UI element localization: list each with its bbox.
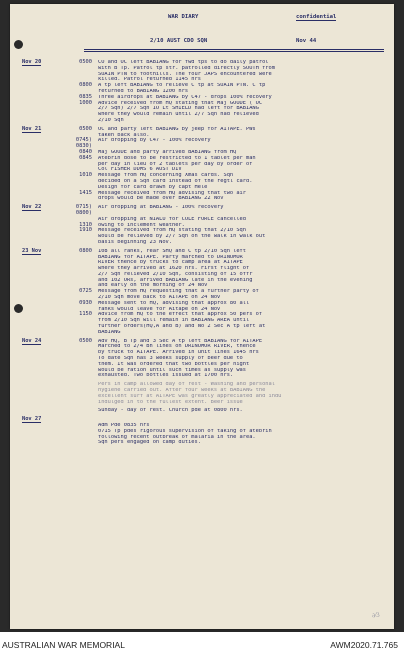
entry-text: drops would be made over BABIANG 22 Nov (98, 196, 224, 202)
entry-time: 1000 (79, 99, 92, 106)
entry-time: 0800 (79, 82, 92, 89)
entry-date (22, 417, 68, 423)
entry-text: 2/10 Sqn (98, 117, 124, 123)
entry-text: Message received from HQ stating that 2/10 Sqn (98, 228, 246, 234)
entry-text: Design for card drawn by capt Hele (98, 184, 208, 190)
diary-entries (22, 60, 390, 446)
entry-text: Col FISHER DDMS 6 AUST DIV (98, 167, 182, 173)
entry-text: Sqn pers engaged on camp duties. (98, 440, 201, 446)
entry-time: 0845 (79, 154, 92, 161)
entry-text: and 102 ORs, arrived BABIANG late in the evening (98, 277, 253, 283)
entry-text: hygiene carried out. After four weeks at BABIANG the (98, 388, 266, 394)
diary-title: WAR DIARY (168, 14, 199, 20)
entry-text: 2/7 Sqn) 2/7 Sqn IO Lt SHIELD had left for BABIANG (98, 106, 259, 112)
entry-text: Atebrin dose to be restricted to 1 tablet per man (98, 155, 256, 161)
entry-time: 0930 (79, 299, 92, 306)
entry-text: from 2/10 Sqn will remain in BABIANG AREA until (98, 318, 250, 324)
entry-text: Message sent to HQ, advising that approx 80 all (98, 300, 250, 306)
entry-time: 1415 (79, 189, 92, 196)
entry-time: 0745) (75, 137, 92, 144)
entry-date (22, 249, 68, 255)
entry-text: Pers in camp allowed day of rest - Washing and personal (98, 382, 275, 388)
footer-bar (0, 632, 404, 653)
entry-text: Sunday - day of rest. Church pde at 0800 hrs. (98, 408, 243, 414)
entry-date-text: Nov 20 (22, 59, 42, 65)
entry-text: Adm Pde 0835 hrs (98, 423, 150, 429)
pencil-mark: ∂⁄3 (371, 611, 381, 620)
punch-hole (14, 40, 23, 49)
entry-text: 0715 Tp pdes rigorous supervision of taking of atebrin (98, 428, 272, 434)
entry-text: where they arrived at 1620 hrs. First flight of (98, 266, 250, 272)
entry-text: per day in lieu of 2 tablets per day by order of (98, 161, 253, 167)
entry-text: would be relieved by 2/7 Sqn on the walk in walk out (98, 234, 266, 240)
entry-text: 108 all ranks, rear SHQ and C tp 2/10 Sqn left (98, 248, 246, 254)
diary-entry-row (22, 440, 390, 446)
entry-text: excellent surf at AITAPE was greatly appreciated and indu (98, 393, 282, 399)
entry-text: To date Sqn has 3 weeks supply of beer due to (98, 356, 243, 362)
entry-time: 0840 (79, 148, 92, 155)
entry-text: following recent outbreak of malaria in the area. (98, 434, 256, 440)
entry-date-text: Nov 21 (22, 125, 42, 132)
entry-text: Air dropping at NIALU for COLE FORCE cancelled (98, 216, 246, 222)
entry-text: with B Tp. Patrol tp str. patrolled directly SOUTH from (98, 65, 275, 71)
entry-text: further orders(HQ,A and B) and No 2 Sec A tp left at (98, 324, 266, 330)
entry-text: where they would remain until 2/7 Sqn had relieved (98, 112, 259, 118)
entry-date-text: Nov 27 (22, 416, 42, 423)
entry-date (22, 60, 68, 66)
entry-text: Adv HQ, B Tp and 3 Sec A tp left BABIANG for AITAPE (98, 338, 263, 344)
entry-date-text: Nov 24 (22, 337, 42, 344)
entry-text: owing to inclement weather. (98, 222, 185, 228)
institution-credit: AUSTRALIAN WAR MEMORIAL (2, 640, 125, 650)
entry-time: 0835 (79, 93, 92, 100)
entry-text: killed. Patrol returned 1145 hrs (98, 77, 201, 83)
entry-text: indulged in to the fullest extent. Beer issue (98, 399, 243, 405)
entry-text: by truck to AITAPE. Arrived in unit lines 1645 hrs (98, 350, 259, 356)
entry-text: BABIANG for AITAPE. Party marched to DRINUMOR (98, 254, 243, 260)
entry-date (22, 205, 68, 211)
entry-time: 0500 (79, 337, 92, 344)
entry-time: 0800) (75, 209, 92, 216)
entry-text: basis beginning 23 Nov. (98, 239, 172, 245)
entry-text: Air dropping by C47 - 100% recovery (98, 138, 211, 144)
classification-label: confidential (296, 14, 337, 20)
entry-date (22, 127, 68, 133)
entry-date-text: Nov 22 (22, 204, 42, 211)
entry-time: 0500 (79, 125, 92, 132)
entry-time: 0715) (75, 204, 92, 211)
entry-text: CO and OC left BABIANG for fwd tps to do daily patrol (98, 60, 269, 65)
entry-time: 0830) (75, 143, 92, 150)
entry-text: RIVER thence by trucks to camp area at AITAPE (98, 260, 243, 266)
entry-text: Message from HQ requesting that a further party of (98, 289, 259, 295)
entry-time: 1910 (79, 227, 92, 234)
diary-month: Nov 44 (296, 38, 317, 44)
entry-time: 0800 (79, 247, 92, 254)
entry-date (22, 339, 68, 345)
entry-text: decided on a Sqn card instead of the regtl card. (98, 178, 253, 184)
entry-time: 1150 (79, 311, 92, 318)
entry-text: BABIANG (98, 329, 121, 335)
entry-text: SUAIN PTN to foothills. The four JAPS encountered were (98, 71, 272, 77)
entry-text: Advice received from HQ stating that Maj GOODE ( OC (98, 100, 263, 106)
entry-time: 0500 (79, 59, 92, 65)
diary-page (10, 4, 394, 629)
entry-text: 2/7 Sqn relieved 2/10 Sqn, consisting of 15 offr (98, 271, 253, 277)
entry-text: Air dropping at BABIANG - 100% recovery (98, 205, 224, 211)
entry-text: would be ration until such times as supply was (98, 367, 246, 373)
entry-time: 0725 (79, 288, 92, 295)
entry-text: them. It was ordered that two bottles per night (98, 361, 250, 367)
entry-time: 1010 (79, 172, 92, 179)
entry-text: returned to BABIANG 1200 hrs (98, 88, 189, 94)
entry-text: Three airdrops at BABIANG by C47 - drops 100% recovery (98, 94, 272, 100)
entry-text: Message from HQ concerning Xmas cards. Sqn (98, 173, 234, 179)
entry-text: OC and party left BABIANG by jeep for AITAPE. PWs (98, 126, 256, 132)
entry-text: taken back also. (98, 132, 150, 138)
unit-name: 2/10 AUST CDO SQN (150, 38, 208, 44)
entry-text: 2/10 Sqn move back to AITAPE on 24 Nov (98, 295, 221, 301)
entry-text: Marched to 2/4 Bn lines on DRINUMOR RIVER, thence (98, 344, 256, 350)
entry-text: ranks would leave for Aitape on 24 Nov (98, 306, 221, 312)
entry-text: A tp left BABIANG to relieve C tp at SUAIN PTN. C tp (98, 83, 266, 89)
entry-date-text: 23 Nov (22, 247, 42, 254)
entry-text: Advice from HQ to the effect that approx 50 pers of (98, 312, 263, 318)
header-rule (84, 51, 384, 52)
entry-text: exhausted. Two bottles issued at 1700 hrs. (98, 373, 234, 379)
entry-text: and early on the morning of 24 Nov (98, 283, 208, 289)
accession-number: AWM2020.71.765 (330, 640, 398, 650)
entry-time: 1310 (79, 221, 92, 228)
header-rule (84, 49, 384, 50)
entry-text: Maj GOODE and party arrived BABIANG from HQ (98, 149, 237, 155)
entry-text: Message received from HQ advising that two air (98, 190, 246, 196)
